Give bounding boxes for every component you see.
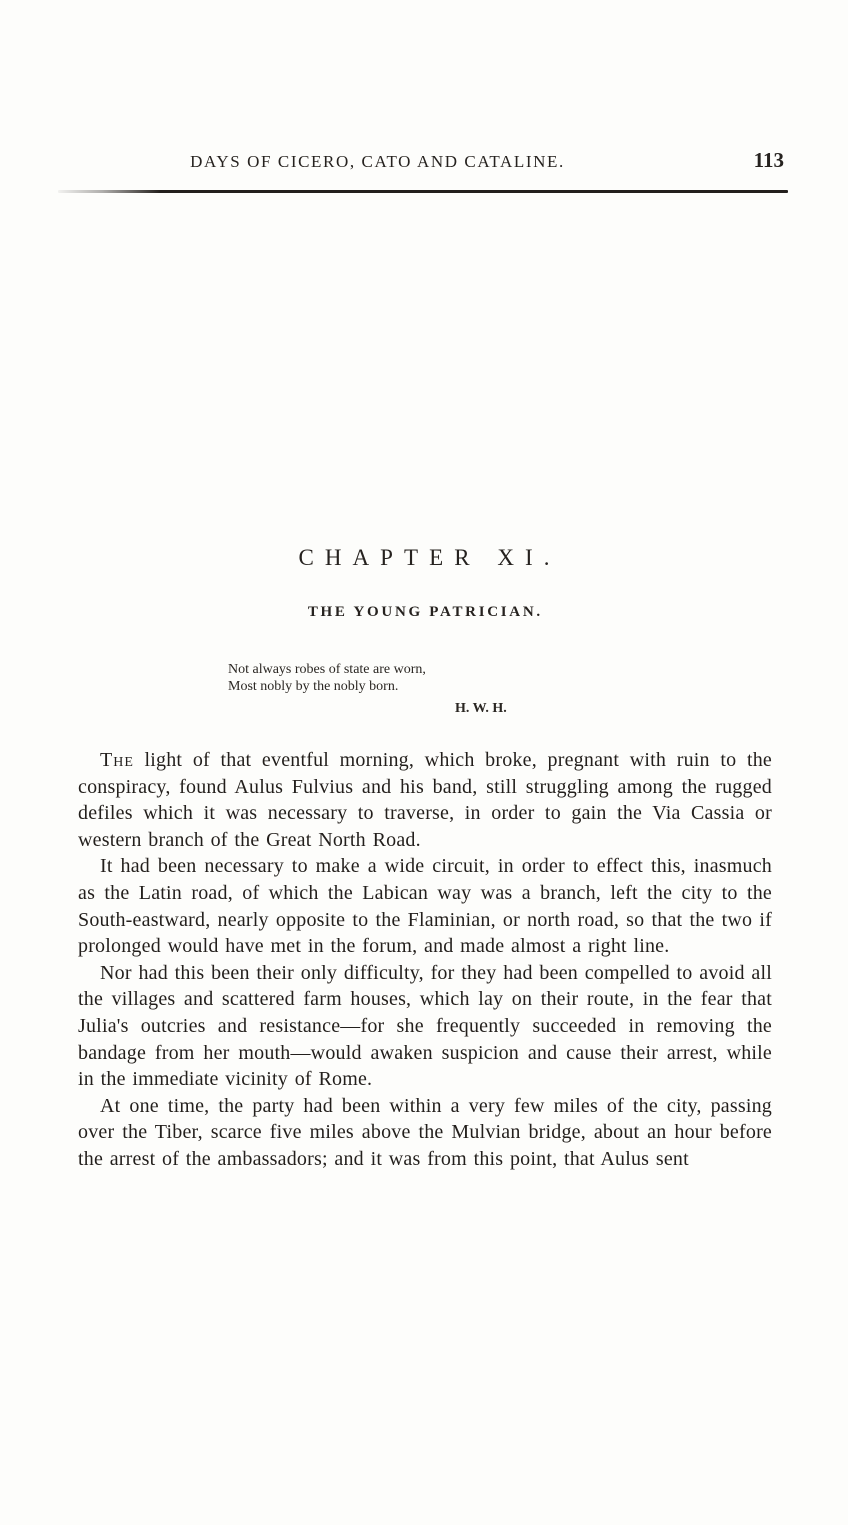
body-paragraph-3: Nor had this been their only difficulty, for they had been compelled to avoid all the villages and scattered farm houses, which lay on their route, in the fear that Julia's outcries and resistance—for she frequently succeeded in removing the bandage from her mouth—would awaken suspicion and cause their arrest, while in the immediate vicinity of Rome. <box>78 961 772 1091</box>
epigraph-line-1: Not always robes of state are worn, <box>228 662 426 677</box>
body-text <box>78 747 772 1173</box>
body-paragraph-1 <box>78 747 772 853</box>
chapter-subtitle: THE YOUNG PATRICIAN. <box>307 604 543 620</box>
body-paragraph-4: At one time, the party had been within a very few miles of the city, passing over the Tiber, scarce five miles above the Mulvian bridge, about an hour before the arrest of the ambassadors; and it was from this point, that Aulus sent <box>78 1094 772 1170</box>
body-paragraph-1-text: light of that eventful morning, which broke, pregnant with ruin to the conspiracy, found Aulus Fulvius and his band, still struggling among the rugged defiles which it was necessary to traverse, in order to gain the Via Cassia or western branch of the Great North Road. <box>78 749 772 851</box>
page-number: 113 <box>753 148 784 172</box>
running-header <box>60 148 790 178</box>
epigraph <box>228 661 848 695</box>
chapter-heading: CHAPTER XI. <box>298 545 561 570</box>
body-paragraph-2: It had been necessary to make a wide circuit, in order to effect this, inasmuch as the Latin road, of which the Labican way was a branch, left the city to the South-eastward, nearly opposite to the Flaminian, or north road, so that the two if prolonged would have met in the forum, and made almost a right line. <box>78 855 772 958</box>
running-header-title: DAYS OF CICERO, CATO AND CATALINE. <box>190 152 565 171</box>
epigraph-attribution: H. W. H. <box>455 701 507 716</box>
epigraph-line-2: Most nobly by the nobly born. <box>228 679 399 694</box>
opening-word-smallcaps: The <box>100 749 134 771</box>
header-rule <box>58 190 788 193</box>
